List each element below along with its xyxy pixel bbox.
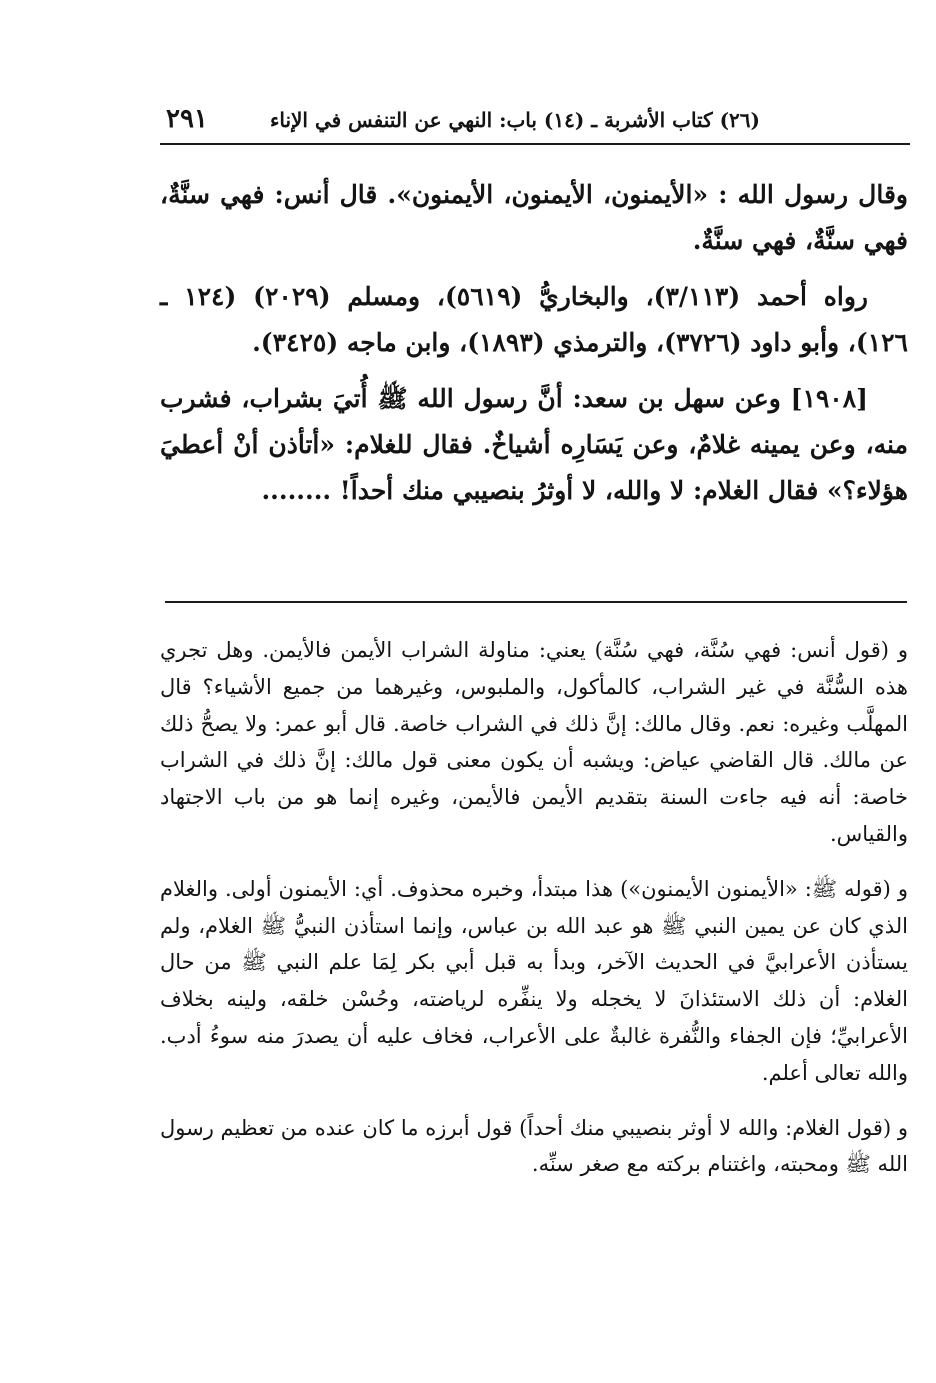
hadith-paragraph-1: وقال رسول الله : «الأيمنون، الأيمنون، الأيمنون». قال أنس: فهي سنَّةٌ، فهي سنَّةٌ، فهي سنَّةٌ. — [160, 180, 908, 255]
hadith-takhrij: رواه أحمد (٣/١١٣)، والبخاريُّ (٥٦١٩)، ومسلم (٢٠٢٩) (١٢٤ ـ ١٢٦)، وأبو داود (٣٧٢٦)، والترمذي (١٨٩٣)، وابن ماجه (٣٤٢٥). — [160, 282, 908, 357]
hadith-paragraph-1908: [١٩٠٨] وعن سهل بن سعد: أنَّ رسول الله ﷺ أُتيَ بشراب، فشرب منه، وعن يمينه غلامٌ، وعن يَسَارِه أشياخٌ. فقال للغلام: «أتأذن أنْ أعطيَ هؤلاء؟» فقال الغلام: لا والله، لا أوثرُ بنصيبي منك أحداً! ........ — [160, 384, 908, 505]
chapter-title: (٢٦) كتاب الأشربة ـ (١٤) باب: النهي عن التنفس في الإناء — [269, 108, 760, 132]
commentary-paragraph-1: و (قول أنس: فهي سُنَّة، فهي سُنَّة) يعني: مناولة الشراب الأيمن فالأيمن. وهل تجري هذه السُّنَّة في غير الشراب، كالمأكول، والملبوس، وغيرهما من جميع الأشياء؟ قال المهلَّب وغيره: نعم. وقال مالك: إنَّ ذلك في الشراب خاصة. قال أبو عمر: ولا يصحُّ ذلك عن مالك. قال القاضي عياض: ويشبه أن يكون معنى قول مالك: إنَّ ذلك في الشراب خاصة: أنه فيه جاءت السنة بتقديم الأيمن فالأيمن، وغيره إنما هو من باب الاجتهاد والقياس. — [160, 638, 908, 846]
commentary-text — [160, 632, 908, 1201]
commentary-paragraph-3: و (قول الغلام: والله لا أوثر بنصيبي منك أحداً) قول أبرزه ما كان عنده من تعظيم رسول الله ﷺ ومحبته، واغتنام بركته مع صغر سنِّه. — [160, 1115, 908, 1177]
running-header — [160, 104, 910, 140]
page-number: ٢٩١ — [166, 104, 208, 134]
hadith-text — [160, 172, 908, 524]
header-divider — [160, 143, 910, 145]
commentary-divider — [165, 601, 907, 603]
commentary-paragraph-2: و (قوله ﷺ: «الأيمنون الأيمنون») هذا مبتدأ، وخبره محذوف. أي: الأيمنون أولى. والغلام الذي كان عن يمين النبي ﷺ هو عبد الله بن عباس، وإنما استأذن النبيُّ ﷺ الغلام، ولم يستأذن الأعرابيَّ في الحديث الآخر، وبدأ به قبل أبي بكر لِمَا علم النبي ﷺ من حال الغلام: أن ذلك الاستئذانَ لا يخجله ولا ينفِّره لرياضته، وحُسْن خلقه، ولينه بخلاف الأعرابيِّ؛ فإن الجفاء والنُّفرة غالبةٌ على الأعراب، فخاف عليه أن يصدرَ منه سوءُ أدب. والله تعالى أعلم. — [160, 876, 908, 1085]
